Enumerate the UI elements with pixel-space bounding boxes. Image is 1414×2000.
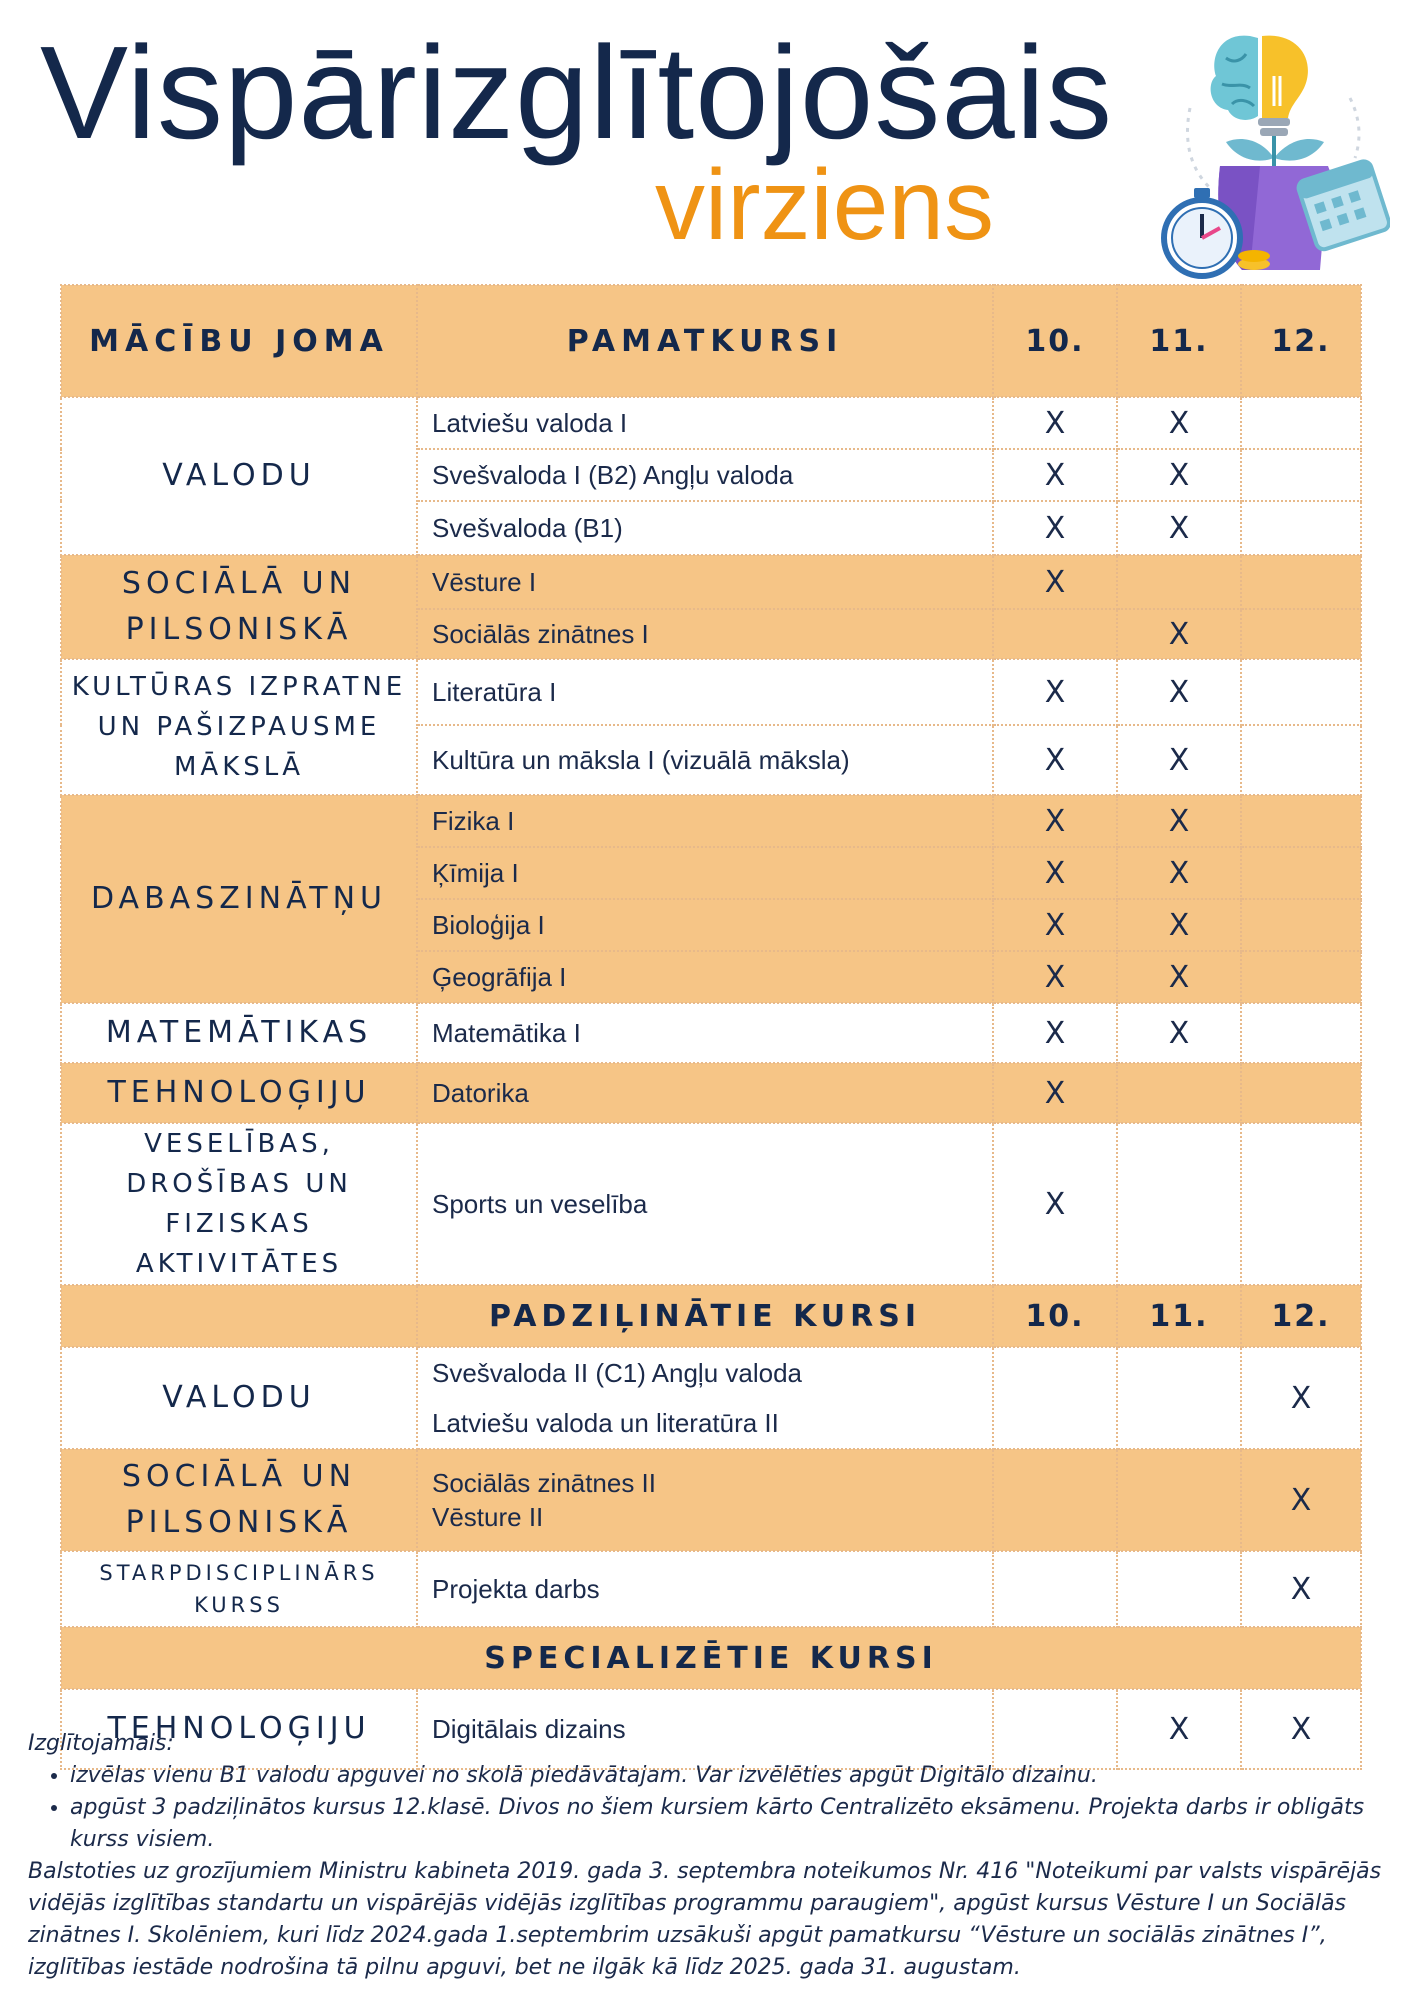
course-name: Svešvaloda I (B2) Angļu valoda — [417, 449, 993, 501]
mark-11 — [1117, 1123, 1241, 1285]
area-sciences: DABASZINĀTŅU — [61, 795, 417, 1003]
course-name: Literatūra I — [417, 659, 993, 725]
area-technologies: TEHNOLOĢIJU — [61, 1063, 417, 1123]
table-row — [61, 1063, 1361, 1123]
notes-list — [28, 1760, 1398, 1856]
notes-bullet: • apgūst 3 padziļinātos kursus 12.klasē. Divos no šiem kursiem kārto Centralizēto eksāmenu. Projekta darbs ir obligāts kurss visiem. — [70, 1792, 1398, 1856]
mark-10: X — [993, 1003, 1117, 1063]
mark-12 — [1241, 725, 1361, 795]
course-name: Projekta darbs — [417, 1551, 993, 1627]
table-row — [61, 1123, 1361, 1285]
mark-11: X — [1117, 609, 1241, 659]
course-names — [417, 1449, 993, 1551]
mark-10: X — [993, 449, 1117, 501]
mark-12 — [1241, 1123, 1361, 1285]
mark-12 — [1241, 555, 1361, 609]
course-name: Svešvaloda II (C1) Angļu valoda — [432, 1358, 802, 1388]
specialized-section-header — [61, 1627, 1361, 1689]
mark-10: X — [993, 1123, 1117, 1285]
area-languages-advanced: VALODU — [61, 1347, 417, 1449]
mark-10: X — [993, 899, 1117, 951]
mark-11: X — [1117, 951, 1241, 1003]
area-technologies-specialized: TEHNOLOĢIJU — [61, 1689, 417, 1769]
mark-10 — [993, 1347, 1117, 1449]
mark-12 — [1241, 609, 1361, 659]
course-name: Bioloģija I — [417, 899, 993, 951]
table-row — [61, 659, 1361, 725]
mark-12: X — [1241, 1347, 1361, 1449]
table-row — [61, 1449, 1361, 1551]
course-name: Latviešu valoda I — [417, 397, 993, 449]
mark-11: X — [1117, 795, 1241, 847]
advanced-grade-11: 11. — [1117, 1285, 1241, 1347]
notes-bullet: • izvēlas vienu B1 valodu apguvei no skolā piedāvātajam. Var izvēlēties apgūt Digitālo dizainu. — [70, 1760, 1398, 1792]
course-name: Ģeogrāfija I — [417, 951, 993, 1003]
mark-11: X — [1117, 397, 1241, 449]
page-title: Vispārizglītojošais — [40, 19, 1114, 166]
mark-11 — [1117, 1551, 1241, 1627]
course-name: Matemātika I — [417, 1003, 993, 1063]
course-name: Svešvaloda (B1) — [417, 501, 993, 555]
mark-10 — [993, 1551, 1117, 1627]
table-row — [61, 555, 1361, 609]
table-row — [61, 1551, 1361, 1627]
mark-11 — [1117, 555, 1241, 609]
notes-paragraph: Balstoties uz grozījumiem Ministru kabineta 2019. gada 3. septembra noteikumos Nr. 416 "Noteikumi par valsts vispārējās vidējās izglītības standartu un vispārējās vidējās izglītības programmu paraugiem", apgūst kursus Vēsture I un Sociālās zinātnes I. Skolēniem, kuri līdz 2024.gada 1.septembrim uzsākuši apgūt pamatkursu “Vēsture un sociālās zinātnes I”, izglītības iestāde nodrošina tā pilnu apguvi, bet ne ilgāk kā līdz 2025. gada 31. augustam. — [28, 1859, 1382, 1980]
area-interdisciplinary: STARPDISCIPLINĀRS KURSS — [61, 1551, 417, 1627]
mark-10: X — [993, 555, 1117, 609]
mark-12: X — [1241, 1551, 1361, 1627]
area-social-civic: SOCIĀLĀ UN PILSONISKĀ — [61, 555, 417, 659]
mark-12 — [1241, 1003, 1361, 1063]
notes-intro: Izglītojamais: — [28, 1731, 174, 1756]
area-health-safety: VESELĪBAS, DROŠĪBAS UN FIZISKAS AKTIVITĀTES — [61, 1123, 417, 1285]
course-names — [417, 1347, 993, 1449]
mark-12 — [1241, 847, 1361, 899]
mark-10: X — [993, 659, 1117, 725]
mark-10 — [993, 1449, 1117, 1551]
mark-10 — [993, 609, 1117, 659]
mark-12 — [1241, 449, 1361, 501]
mark-11 — [1117, 1347, 1241, 1449]
table-row — [61, 1347, 1361, 1449]
course-name: Sports un veselība — [417, 1123, 993, 1285]
mark-10: X — [993, 501, 1117, 555]
header-grade-11: 11. — [1117, 285, 1241, 397]
table-row — [61, 1003, 1361, 1063]
header-core-courses: PAMATKURSI — [417, 285, 993, 397]
course-name: Kultūra un māksla I (vizuālā māksla) — [417, 725, 993, 795]
area-mathematics: MATEMĀTIKAS — [61, 1003, 417, 1063]
header-grade-12: 12. — [1241, 285, 1361, 397]
course-name: Digitālais dizains — [417, 1689, 993, 1769]
mark-12 — [1241, 899, 1361, 951]
mark-10: X — [993, 847, 1117, 899]
table-row — [61, 397, 1361, 449]
mark-12 — [1241, 795, 1361, 847]
mark-10: X — [993, 397, 1117, 449]
area-languages: VALODU — [61, 397, 417, 555]
mark-11: X — [1117, 501, 1241, 555]
course-name: Latviešu valoda un literatūra II — [432, 1408, 779, 1438]
mark-11 — [1117, 1063, 1241, 1123]
course-name: Sociālās zinātnes I — [417, 609, 993, 659]
mark-10: X — [993, 1063, 1117, 1123]
course-name: Vēsture II — [432, 1502, 544, 1532]
brain-lightbulb-head-clock-calendar-icon — [1150, 18, 1390, 280]
advanced-section-header — [61, 1285, 1361, 1347]
mark-12 — [1241, 501, 1361, 555]
mark-11: X — [1117, 449, 1241, 501]
mark-10: X — [993, 795, 1117, 847]
page-subtitle: virziens — [655, 149, 994, 261]
area-social-civic-advanced: SOCIĀLĀ UN PILSONISKĀ — [61, 1449, 417, 1551]
mark-12 — [1241, 951, 1361, 1003]
course-name: Vēsture I — [417, 555, 993, 609]
mark-11: X — [1117, 659, 1241, 725]
mark-10: X — [993, 725, 1117, 795]
mark-12: X — [1241, 1449, 1361, 1551]
mark-12 — [1241, 397, 1361, 449]
header-grade-10: 10. — [993, 285, 1117, 397]
advanced-grade-12: 12. — [1241, 1285, 1361, 1347]
course-name: Datorika — [417, 1063, 993, 1123]
curriculum-table — [60, 284, 1362, 1770]
advanced-grade-10: 10. — [993, 1285, 1117, 1347]
mark-12: X — [1241, 1689, 1361, 1769]
footnotes — [28, 1728, 1398, 1984]
mark-11: X — [1117, 1689, 1241, 1769]
header-area: MĀCĪBU JOMA — [61, 285, 417, 397]
mark-11: X — [1117, 847, 1241, 899]
advanced-area-empty — [61, 1285, 417, 1347]
table-header — [61, 285, 1361, 397]
mark-11: X — [1117, 1003, 1241, 1063]
mark-12 — [1241, 659, 1361, 725]
specialized-section-label: SPECIALIZĒTIE KURSI — [61, 1627, 1361, 1689]
mark-11: X — [1117, 899, 1241, 951]
mark-11: X — [1117, 725, 1241, 795]
advanced-section-label: PADZIĻINĀTIE KURSI — [417, 1285, 993, 1347]
mark-10: X — [993, 951, 1117, 1003]
course-name: Sociālās zinātnes II — [432, 1468, 657, 1498]
table-row — [61, 795, 1361, 847]
course-name: Ķīmija I — [417, 847, 993, 899]
mark-12 — [1241, 1063, 1361, 1123]
area-culture-art: KULTŪRAS IZPRATNE UN PAŠIZPAUSME MĀKSLĀ — [61, 659, 417, 795]
mark-11 — [1117, 1449, 1241, 1551]
course-name: Fizika I — [417, 795, 993, 847]
